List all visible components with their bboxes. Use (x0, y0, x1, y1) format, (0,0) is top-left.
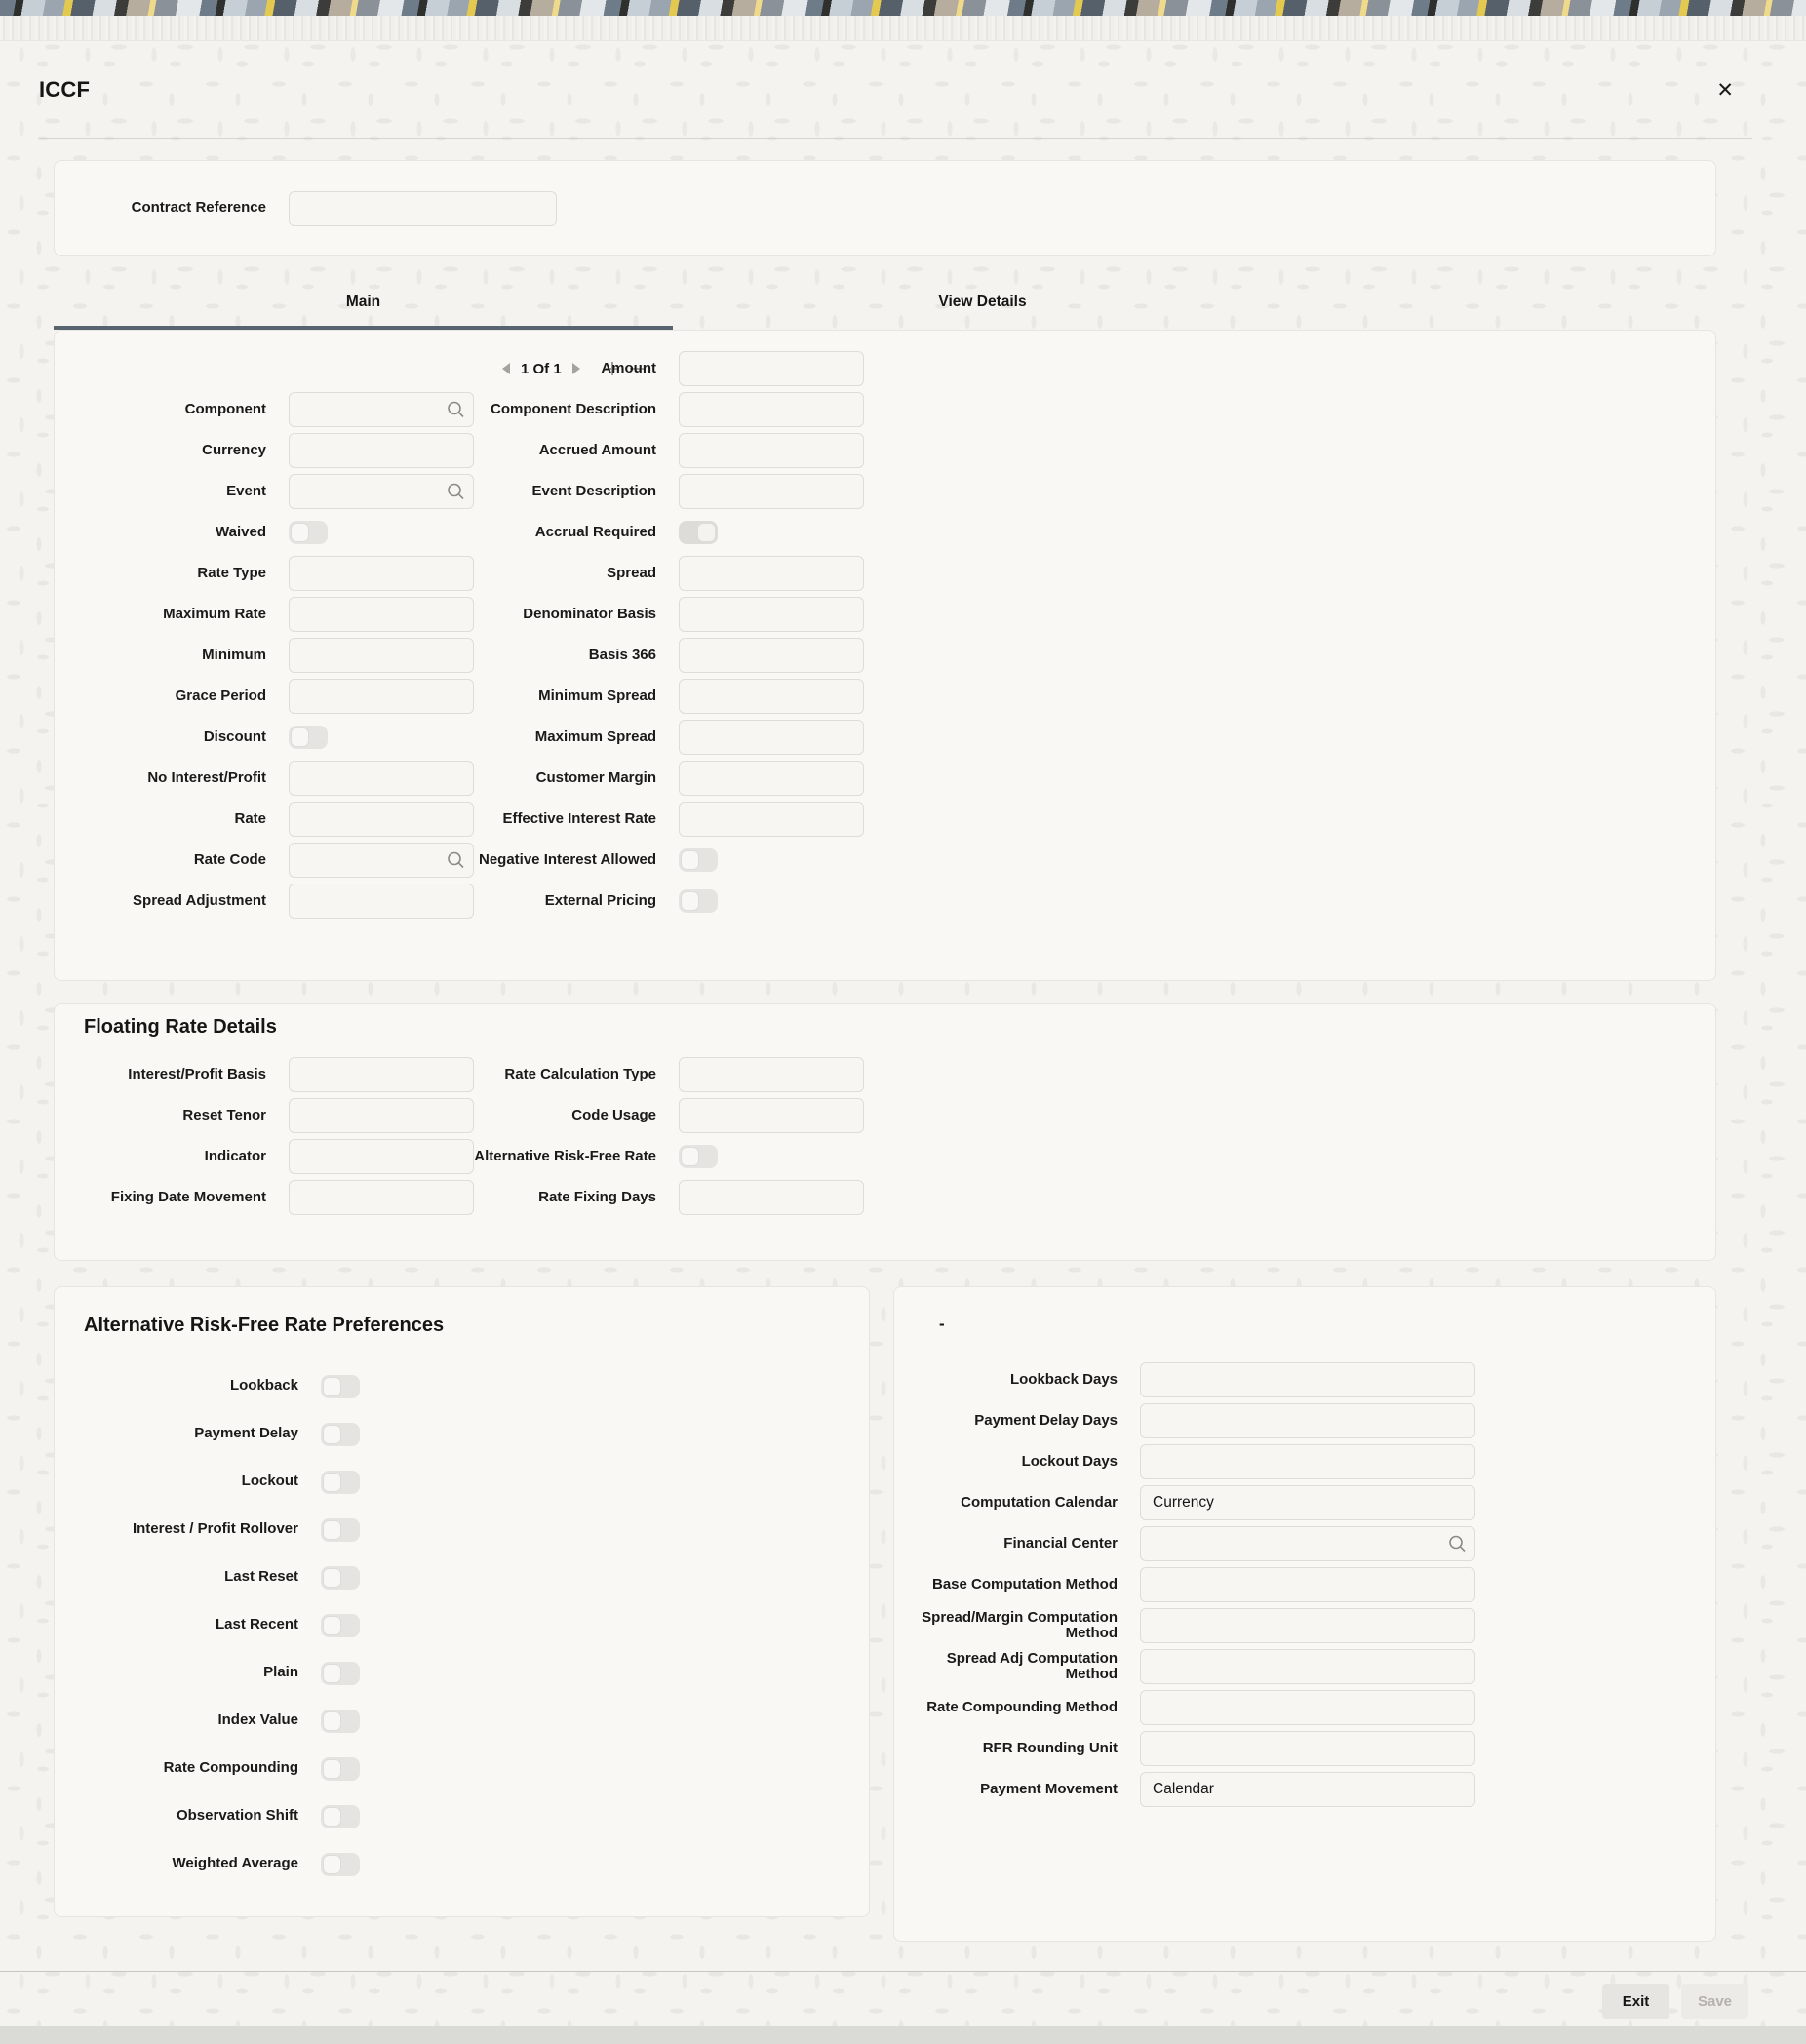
no-interest-profit-field[interactable] (289, 761, 474, 796)
rate-compounding-method-field[interactable] (1140, 1690, 1475, 1725)
toggle-knob (323, 1855, 341, 1874)
lookback-toggle[interactable] (321, 1375, 360, 1398)
toggle-knob (323, 1711, 341, 1731)
contract-reference-card (54, 160, 1716, 256)
toggle-knob (323, 1377, 341, 1396)
fixing-date-movement-row (55, 1177, 474, 1218)
basis-366-row (474, 635, 864, 676)
dialog-header (0, 41, 1806, 138)
spread-adjustment-field[interactable] (289, 884, 474, 919)
interest-profit-rollover-toggle[interactable] (321, 1518, 360, 1542)
waived-row (55, 512, 474, 553)
interest-profit-rollover-label: Interest / Profit Rollover (132, 1520, 298, 1538)
financial-center-row (894, 1523, 1715, 1564)
accrued-amount-row (474, 430, 864, 471)
last-recent-label: Last Recent (215, 1616, 298, 1633)
external-pricing-label: External Pricing (544, 891, 656, 909)
component-label: Component (184, 400, 266, 417)
observation-shift-label: Observation Shift (176, 1807, 298, 1825)
denominator-basis-label: Denominator Basis (523, 605, 656, 622)
computation-calendar-row (894, 1482, 1715, 1523)
exit-button[interactable]: Exit (1602, 1984, 1669, 2019)
lockout-row (55, 1458, 869, 1506)
floating-rate-details-card (54, 1003, 1716, 1261)
accrual-required-row (474, 512, 864, 553)
rate-fixing-days-field[interactable] (679, 1180, 864, 1215)
tab-main[interactable]: Main (54, 294, 673, 330)
amount-label: Amount (601, 359, 656, 376)
event-row (55, 471, 474, 512)
computation-calendar-label: Computation Calendar (961, 1493, 1118, 1511)
maximum-rate-row (55, 594, 474, 635)
base-computation-method-row (894, 1564, 1715, 1605)
maximum-spread-field[interactable] (679, 720, 864, 755)
accrual-required-toggle[interactable] (679, 521, 718, 544)
alternative-risk-free-rate-label: Alternative Risk-Free Rate (474, 1147, 656, 1164)
rate-calculation-type-label: Rate Calculation Type (504, 1065, 656, 1082)
indicator-row (55, 1136, 474, 1177)
arfr-preferences-card (54, 1286, 870, 1917)
observation-shift-toggle[interactable] (321, 1805, 360, 1828)
currency-field[interactable] (289, 433, 474, 468)
toggle-knob (323, 1568, 341, 1588)
base-computation-method-label: Base Computation Method (932, 1575, 1118, 1592)
computation-calendar-value: Currency (1153, 1494, 1214, 1511)
grace-period-field[interactable] (289, 679, 474, 714)
decorative-top-banner (0, 0, 1806, 16)
rfr-rounding-unit-row (894, 1728, 1715, 1769)
spread-adj-computation-method-row (894, 1646, 1715, 1687)
rate-row (55, 799, 474, 840)
rate-calculation-type-field[interactable] (679, 1057, 864, 1092)
index-value-toggle[interactable] (321, 1710, 360, 1733)
spread-margin-computation-method-row (894, 1605, 1715, 1646)
header-divider (39, 138, 1752, 139)
interest-profit-rollover-row (55, 1506, 869, 1553)
contract-reference-field[interactable] (289, 191, 557, 226)
external-pricing-toggle[interactable] (679, 889, 718, 913)
toggle-knob (681, 891, 699, 911)
maximum-rate-field[interactable] (289, 597, 474, 632)
last-reset-toggle[interactable] (321, 1566, 360, 1590)
rate-code-field[interactable] (289, 843, 474, 878)
lockout-days-row (894, 1441, 1715, 1482)
accrual-required-label: Accrual Required (534, 523, 656, 540)
fixing-date-movement-label: Fixing Date Movement (110, 1188, 266, 1205)
toggle-knob (291, 523, 309, 542)
decorative-sub-banner (0, 16, 1806, 41)
search-icon[interactable] (447, 483, 465, 501)
rate-compounding-toggle[interactable] (321, 1757, 360, 1781)
spread-margin-computation-method-label: Spread/Margin Computation Method (922, 1608, 1118, 1641)
maximum-rate-label: Maximum Rate (163, 605, 266, 622)
alternative-risk-free-rate-row (474, 1136, 864, 1177)
spread-adj-computation-method-field[interactable] (1140, 1649, 1475, 1684)
maximum-spread-row (474, 717, 864, 758)
pagination-text: 1 Of 1 (521, 360, 562, 377)
rate-code-label: Rate Code (193, 850, 266, 868)
event-description-label: Event Description (531, 482, 656, 499)
code-usage-label: Code Usage (571, 1106, 656, 1123)
payment-movement-label: Payment Movement (980, 1780, 1118, 1797)
toggle-knob (323, 1520, 341, 1540)
spread-field[interactable] (679, 556, 864, 591)
amount-field[interactable] (679, 351, 864, 386)
payment-delay-toggle[interactable] (321, 1423, 360, 1446)
discount-row (55, 717, 474, 758)
weighted-average-toggle[interactable] (321, 1853, 360, 1876)
reset-tenor-field[interactable] (289, 1098, 474, 1133)
plain-toggle[interactable] (321, 1662, 360, 1685)
spread-margin-computation-method-field[interactable] (1140, 1608, 1475, 1643)
no-interest-profit-label: No Interest/Profit (147, 768, 266, 786)
floating-rate-details-title: Floating Rate Details (84, 1016, 277, 1038)
financial-center-field[interactable] (1140, 1526, 1475, 1561)
arfr-details-card (893, 1286, 1716, 1942)
close-icon[interactable]: ✕ (1716, 78, 1734, 101)
accrued-amount-field[interactable] (679, 433, 864, 468)
rate-type-field[interactable] (289, 556, 474, 591)
spread-adj-computation-method-label: Spread Adj Computation Method (946, 1649, 1118, 1682)
currency-label: Currency (202, 441, 266, 458)
payment-movement-value: Calendar (1153, 1781, 1214, 1797)
toggle-knob (681, 850, 699, 870)
toggle-knob (681, 1147, 699, 1166)
main-left-column (55, 348, 562, 922)
plain-row (55, 1649, 869, 1697)
lockout-days-field[interactable] (1140, 1444, 1475, 1479)
tab-view-details[interactable]: View Details (938, 294, 1027, 310)
toggle-knob (291, 727, 309, 747)
basis-366-label: Basis 366 (588, 646, 656, 663)
payment-delay-days-label: Payment Delay Days (974, 1411, 1118, 1429)
component-row (55, 389, 474, 430)
record-pagination (55, 348, 562, 389)
alternative-risk-free-rate-toggle[interactable] (679, 1145, 718, 1168)
basis-366-field[interactable] (679, 638, 864, 673)
event-description-field[interactable] (679, 474, 864, 509)
bottom-strip (0, 2026, 1806, 2044)
effective-interest-rate-label: Effective Interest Rate (502, 809, 656, 827)
reset-tenor-label: Reset Tenor (182, 1106, 266, 1123)
grace-period-label: Grace Period (175, 687, 266, 704)
lookback-label: Lookback (229, 1377, 298, 1395)
component-description-field[interactable] (679, 392, 864, 427)
lockout-label: Lockout (241, 1473, 298, 1490)
last-recent-toggle[interactable] (321, 1614, 360, 1637)
code-usage-row (474, 1095, 864, 1136)
weighted-average-label: Weighted Average (172, 1855, 298, 1872)
arfr-section (54, 1286, 1806, 1942)
lockout-toggle[interactable] (321, 1471, 360, 1494)
lookback-row (55, 1362, 869, 1410)
customer-margin-field[interactable] (679, 761, 864, 796)
component-description-row (474, 389, 864, 430)
spread-row (474, 553, 864, 594)
minimum-field[interactable] (289, 638, 474, 673)
rate-label: Rate (234, 809, 266, 827)
rfr-rounding-unit-field[interactable] (1140, 1731, 1475, 1766)
waived-toggle[interactable] (289, 521, 328, 544)
search-icon[interactable] (447, 851, 465, 870)
toggle-knob (323, 1425, 341, 1444)
rate-fixing-days-label: Rate Fixing Days (538, 1188, 656, 1205)
negative-interest-allowed-label: Negative Interest Allowed (479, 850, 656, 868)
payment-movement-field[interactable] (1140, 1772, 1475, 1807)
denominator-basis-row (474, 594, 864, 635)
negative-interest-allowed-toggle[interactable] (679, 848, 718, 872)
event-field[interactable] (289, 474, 474, 509)
rate-field[interactable] (289, 802, 474, 837)
last-reset-label: Last Reset (224, 1568, 298, 1586)
rate-compounding-label: Rate Compounding (163, 1759, 298, 1777)
toggle-knob (323, 1473, 341, 1492)
payment-delay-row (55, 1410, 869, 1458)
external-pricing-row (474, 881, 864, 922)
main-tab-card (54, 330, 1716, 981)
component-description-label: Component Description (490, 400, 656, 417)
rate-code-row (55, 840, 474, 881)
minimum-spread-label: Minimum Spread (538, 687, 656, 704)
discount-label: Discount (203, 727, 266, 745)
last-reset-row (55, 1553, 869, 1601)
tab-bar (54, 256, 1292, 330)
arfr-details-title: - (939, 1315, 945, 1333)
observation-shift-row (55, 1792, 869, 1840)
indicator-label: Indicator (204, 1147, 266, 1164)
fixing-date-movement-field[interactable] (289, 1180, 474, 1215)
plain-label: Plain (263, 1664, 298, 1681)
computation-calendar-field[interactable] (1140, 1485, 1475, 1520)
interest-profit-basis-row (55, 1054, 474, 1095)
rfr-rounding-unit-label: RFR Rounding Unit (982, 1739, 1118, 1756)
lookback-days-field[interactable] (1140, 1362, 1475, 1397)
effective-interest-rate-row (474, 799, 864, 840)
spread-adjustment-label: Spread Adjustment (133, 891, 266, 909)
reset-tenor-row (55, 1095, 474, 1136)
footer (0, 1972, 1806, 2019)
page-title: ICCF (39, 77, 91, 101)
base-computation-method-field[interactable] (1140, 1567, 1475, 1602)
minimum-row (55, 635, 474, 676)
spread-adjustment-row (55, 881, 474, 922)
index-value-label: Index Value (217, 1711, 298, 1729)
grace-period-row (55, 676, 474, 717)
maximum-spread-label: Maximum Spread (534, 727, 656, 745)
discount-toggle[interactable] (289, 726, 328, 749)
rate-calculation-type-row (474, 1054, 864, 1095)
indicator-field[interactable] (289, 1139, 474, 1174)
toggle-knob (323, 1616, 341, 1635)
customer-margin-row (474, 758, 864, 799)
denominator-basis-field[interactable] (679, 597, 864, 632)
financial-center-label: Financial Center (1003, 1534, 1118, 1552)
lockout-days-label: Lockout Days (1021, 1452, 1118, 1470)
amount-row (474, 348, 864, 389)
contract-reference-label: Contract Reference (131, 199, 266, 216)
toggle-knob (697, 523, 716, 542)
toggle-knob (323, 1759, 341, 1779)
customer-margin-label: Customer Margin (535, 768, 656, 786)
code-usage-field[interactable] (679, 1098, 864, 1133)
waived-label: Waived (216, 523, 266, 540)
payment-delay-label: Payment Delay (194, 1425, 298, 1442)
search-icon[interactable] (447, 401, 465, 419)
save-button[interactable]: Save (1681, 1984, 1748, 2019)
event-description-row (474, 471, 864, 512)
payment-delay-days-row (894, 1400, 1715, 1441)
rate-type-row (55, 553, 474, 594)
spread-label: Spread (607, 564, 656, 581)
toggle-knob (323, 1664, 341, 1683)
rate-compounding-method-label: Rate Compounding Method (926, 1698, 1118, 1715)
payment-movement-row (894, 1769, 1715, 1810)
weighted-average-row (55, 1840, 869, 1888)
interest-profit-basis-field[interactable] (289, 1057, 474, 1092)
rate-compounding-row (55, 1745, 869, 1792)
effective-interest-rate-field[interactable] (679, 802, 864, 837)
minimum-label: Minimum (202, 646, 266, 663)
interest-profit-basis-label: Interest/Profit Basis (128, 1065, 266, 1082)
minimum-spread-field[interactable] (679, 679, 864, 714)
accrued-amount-label: Accrued Amount (538, 441, 656, 458)
index-value-row (55, 1697, 869, 1745)
toggle-knob (323, 1807, 341, 1827)
negative-interest-allowed-row (474, 840, 864, 881)
no-interest-profit-row (55, 758, 474, 799)
lookback-days-row (894, 1359, 1715, 1400)
minimum-spread-row (474, 676, 864, 717)
event-label: Event (226, 482, 266, 499)
main-right-column (474, 348, 864, 922)
rate-type-label: Rate Type (197, 564, 266, 581)
arfr-preferences-title: Alternative Risk-Free Rate Preferences (84, 1315, 445, 1336)
last-recent-row (55, 1601, 869, 1649)
lookback-days-label: Lookback Days (1009, 1370, 1118, 1388)
search-icon[interactable] (1448, 1535, 1467, 1553)
rate-fixing-days-row (474, 1177, 864, 1218)
rate-compounding-method-row (894, 1687, 1715, 1728)
currency-row (55, 430, 474, 471)
payment-delay-days-field[interactable] (1140, 1403, 1475, 1438)
component-field[interactable] (289, 392, 474, 427)
